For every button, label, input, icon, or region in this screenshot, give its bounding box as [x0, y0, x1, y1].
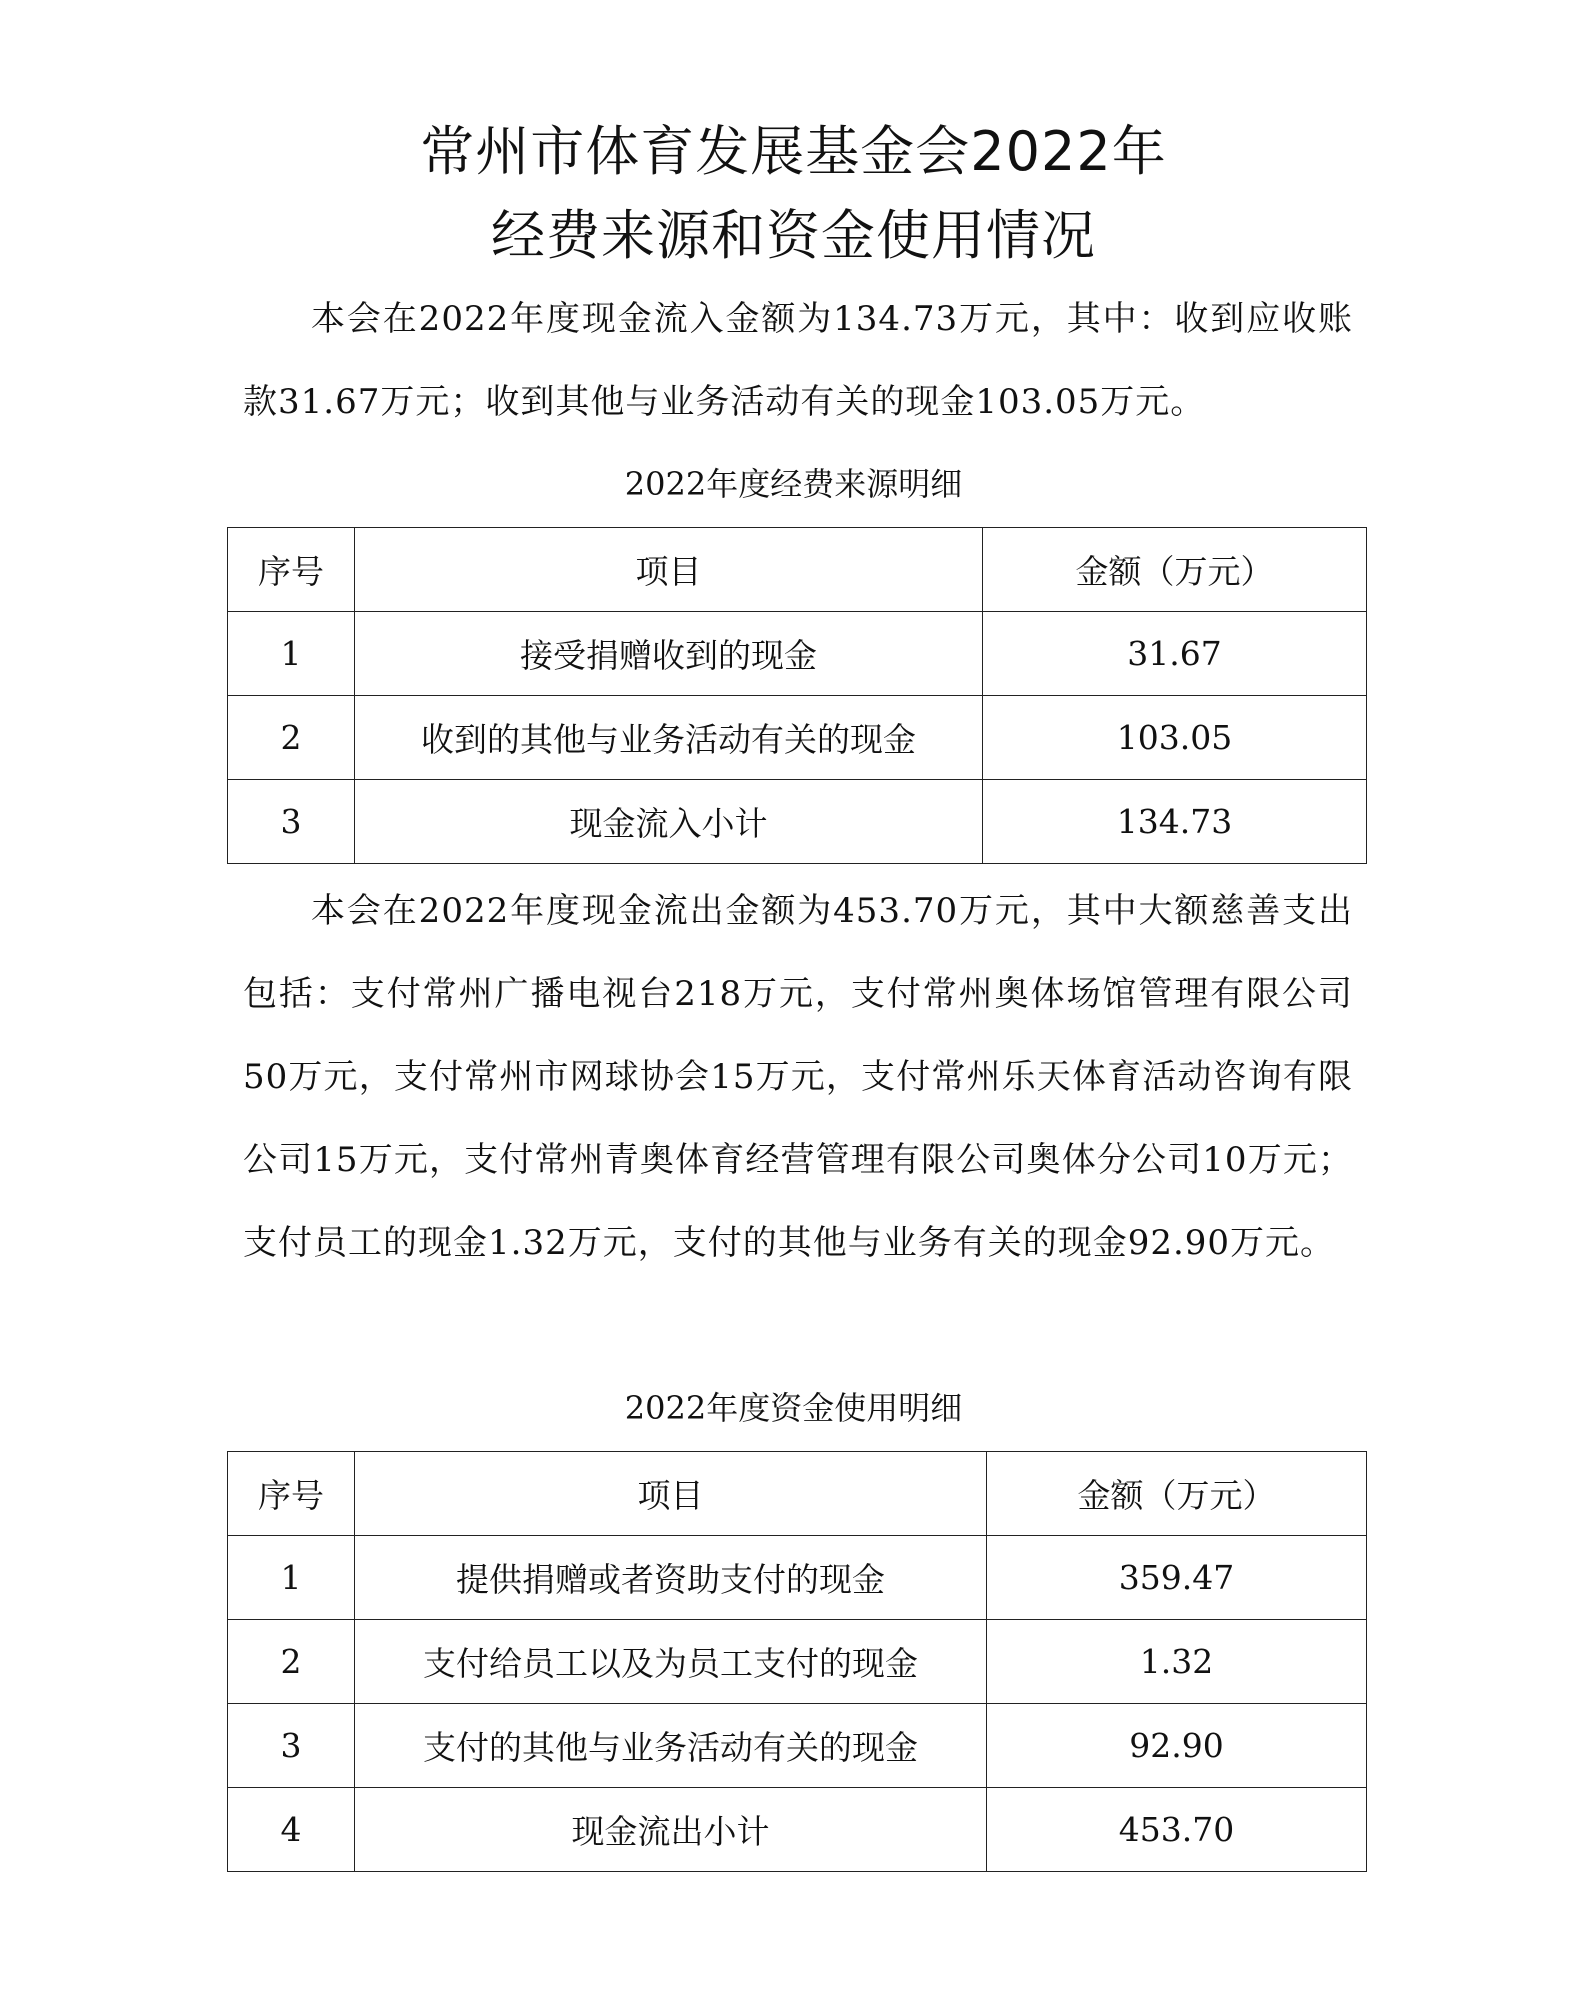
table-header-row: [228, 1452, 1367, 1536]
row-index: 2: [228, 696, 355, 780]
funding-source-table: [227, 527, 1367, 864]
row-item: 现金流出小计: [355, 1788, 987, 1872]
row-item: 支付的其他与业务活动有关的现金: [355, 1704, 987, 1788]
row-index: 3: [228, 1704, 355, 1788]
row-item: 接受捐赠收到的现金: [355, 612, 983, 696]
row-amount: 359.47: [987, 1536, 1367, 1620]
header-item: 项目: [355, 528, 983, 612]
header-amount: 金额（万元）: [987, 1452, 1367, 1536]
row-index: 3: [228, 780, 355, 864]
header-amount: 金额（万元）: [983, 528, 1367, 612]
row-item: 现金流入小计: [355, 780, 983, 864]
table-row: [228, 780, 1367, 864]
document-title-line2: 经费来源和资金使用情况: [491, 204, 1096, 267]
table-row: [228, 1620, 1367, 1704]
row-amount: 1.32: [987, 1620, 1367, 1704]
table-row: [228, 1536, 1367, 1620]
table2-caption: 2022年度资金使用明细: [624, 1389, 963, 1427]
row-index: 2: [228, 1620, 355, 1704]
header-item: 项目: [355, 1452, 987, 1536]
row-amount: 31.67: [983, 612, 1367, 696]
row-item: 支付给员工以及为员工支付的现金: [355, 1620, 987, 1704]
table-row: [228, 612, 1367, 696]
header-index: 序号: [228, 1452, 355, 1536]
document-title-line1: 常州市体育发展基金会2022年: [420, 120, 1167, 183]
row-amount: 453.70: [987, 1788, 1367, 1872]
fund-usage-table: [227, 1451, 1367, 1872]
row-amount: 134.73: [983, 780, 1367, 864]
table-row: [228, 1704, 1367, 1788]
table-header-row: [228, 528, 1367, 612]
row-item: 提供捐赠或者资助支付的现金: [355, 1536, 987, 1620]
row-amount: 103.05: [983, 696, 1367, 780]
row-index: 4: [228, 1788, 355, 1872]
table1-caption: 2022年度经费来源明细: [624, 465, 963, 503]
table-row: [228, 1788, 1367, 1872]
header-index: 序号: [228, 528, 355, 612]
row-index: 1: [228, 612, 355, 696]
row-amount: 92.90: [987, 1704, 1367, 1788]
row-item: 收到的其他与业务活动有关的现金: [355, 696, 983, 780]
cash-inflow-paragraph: 本会在2022年度现金流入金额为134.73万元，其中：收到应收账款31.67万元；收到其他与业务活动有关的现金103.05万元。: [243, 299, 1353, 422]
row-index: 1: [228, 1536, 355, 1620]
cash-outflow-paragraph: 本会在2022年度现金流出金额为453.70万元，其中大额慈善支出包括：支付常州广播电视台218万元，支付常州奥体场馆管理有限公司50万元，支付常州市网球协会15万元，支付常州乐天体育活动咨询有限公司15万元，支付常州青奥体育经营管理有限公司奥体分公司10万元；支付员工的现金1.32万元，支付的其他与业务有关的现金92.90万元。: [243, 891, 1353, 1263]
table-row: [228, 696, 1367, 780]
